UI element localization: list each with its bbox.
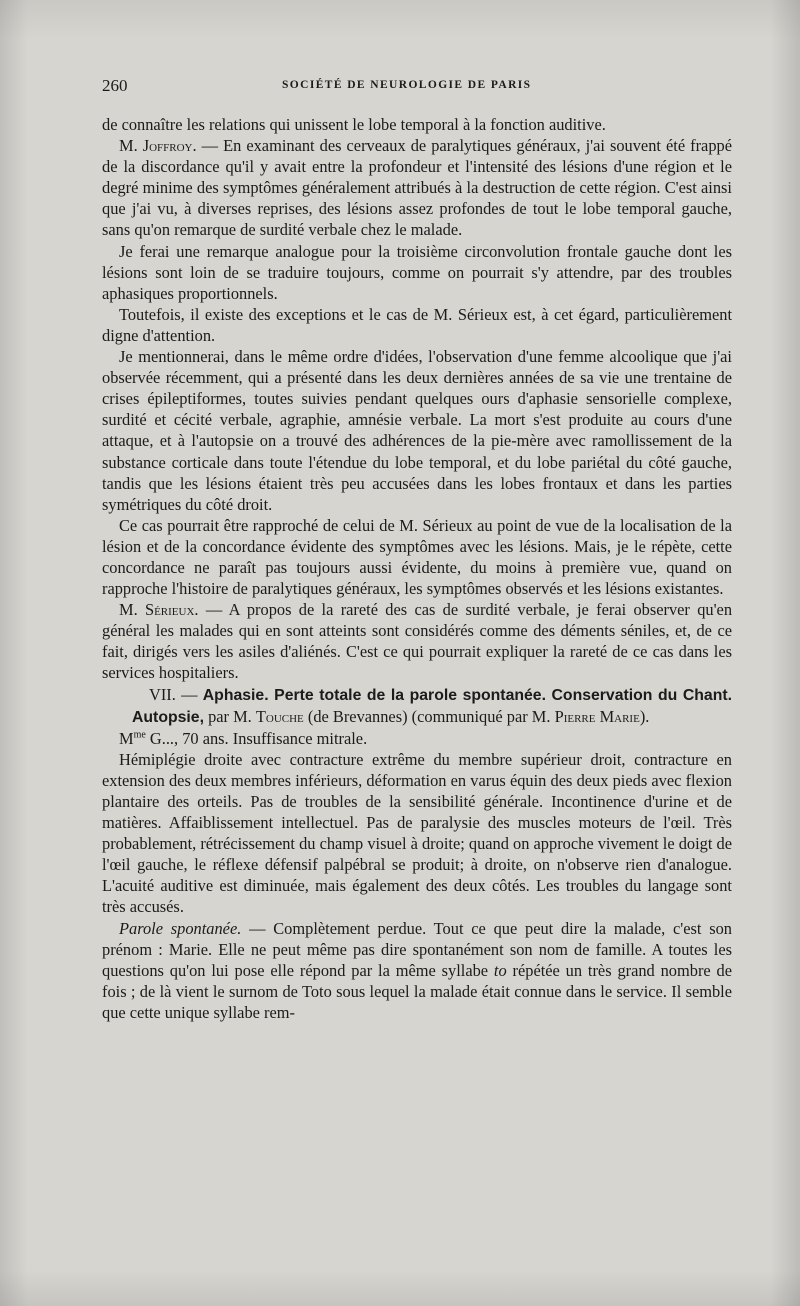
page-number: 260 xyxy=(102,76,128,95)
section-title: Aphasie. Perte totale de la parole spontanée. Conservation du Chant. Autopsie, xyxy=(132,686,732,726)
paragraph-5: Je mentionnerai, dans le même ordre d'idées, l'observation d'une femme alcoolique que j'ai observée récemment, qui a présenté dans les deux dernières années de sa vie une trentaine de crises épileptiformes, toutes suivies pendant quelques ours d'aphasie sensorielle complexe, surdité et cécité verbale, agraphie, amnésie verbale. La mort s'est produite au cours d'une attaque, et à l'autopsie on a trouvé des adhérences de la pie-mère avec ramollissement de la substance corticale dans toute l'étendue du lobe temporal, et du lobe pariétal du côté gauche, tandis que les lésions étaient très peu accusées dans les lobes frontaux et dans les parties symétriques du côté droit. xyxy=(102,347,732,514)
page-header xyxy=(102,76,734,100)
section-author: Touche xyxy=(255,706,304,726)
case-patient: $M^{me}$ G..., 70 ans. Insuffisance mitrale. xyxy=(119,728,368,748)
case-hemiplegie: Hémiplégie droite avec contracture extrême du membre supérieur droit, contracture en extension des deux membres inférieurs, déformation en varus équin des deux pieds avec flexion plantaire des orteils. Pas de troubles de la sensibilité générale. Incontinence d'urine et de matières. Affaiblissement intellectuel. Pas de paralysie des muscles moteurs de l'œil. Très probablement, rétrécissement du champ visuel à droite; quand on approche vivement le doigt de l'œil gauche, le réflexe défensif palpébral se produit; à droite, on n'observe rien d'analogue. L'acuité auditive est diminuée, mais également des deux côtés. Les troubles du langage sont très accusés. xyxy=(102,749,732,917)
paragraph-serieux: M. Sérieux. — A propos de la rareté des cas de surdité verbale, je ferai observer qu'en général les malades qui en sont atteints sont considérés comme des déments séniles, et, de ce fait, dirigés vers les asiles d'aliénés. C'est ce qui pourrait expliquer la rareté de ce cas dans les services hospitaliers. xyxy=(102,600,733,683)
section-communicator: Pierre Marie xyxy=(554,706,640,726)
speaker-serieux: M. Sérieux. xyxy=(119,600,199,620)
paragraph-4: Toutefois, il existe des exceptions et le cas de M. Sérieux est, à cet égard, particulièrement digne d'attention. xyxy=(102,304,732,345)
paragraph-joffroy: M. Joffroy. — En examinant des cerveaux de paralytiques généraux, j'ai souvent été frappé de la discordance qu'il y avait entre la profondeur et l'intensité des lésions d'une région et le degré minime des symptômes généralement attribués à la destruction de cette région. C'est ainsi que j'ai vu, à diverses reprises, des lésions assez profondes de tout le lobe temporal gauche, sans qu'on remarque de surdité verbale chez le malade. xyxy=(102,136,732,240)
paragraph-3: Je ferai une remarque analogue pour la troisième circonvolution frontale gauche dont les lésions sont loin de se traduire toujours, comme on pourrait s'y attendre, par des troubles aphasiques proportionnels. xyxy=(102,241,732,303)
paragraph-1: de connaître les relations qui unissent le lobe temporal à la fonction auditive. xyxy=(102,115,606,134)
speaker-joffroy: M. Joffroy. xyxy=(119,136,197,156)
paragraph-6: Ce cas pourrait être rapproché de celui de M. Sérieux au point de vue de la localisation de la lésion et de la concordance évidente des symptômes avec les lésions. Mais, je le répète, cette concordance ne paraît pas toujours aussi évidente, du moins à première vue, quand on rapproche l'histoire de paralytiques généraux, les symptômes observés et les lésions existantes. xyxy=(102,515,732,599)
section-number: VII. — xyxy=(149,684,203,704)
section-heading: VII. — Aphasie. Perte totale de la parole spontanée. Conservation du Chant. Autopsie, par M. Touche (de Brevannes) (communiqué par M. Pierre Marie). xyxy=(132,684,732,726)
parole-label: Parole spontanée. xyxy=(119,918,242,938)
running-head: SOCIÉTÉ DE NEUROLOGIE DE PARIS xyxy=(282,79,532,91)
body-text xyxy=(102,114,732,1023)
case-parole: Parole spontanée. — Complètement perdue. Tout ce que peut dire la malade, c'est son prénom : Marie. Elle ne peut même pas dire spontanément son nom de famille. A toutes les questions qu'on lui pose elle répond par la même syllabe to répétée un très grand nombre de fois ; de là vient le surnom de Toto sous lequel la malade était connue dans le service. Il semble que cette unique syllabe rem- xyxy=(102,918,732,1022)
